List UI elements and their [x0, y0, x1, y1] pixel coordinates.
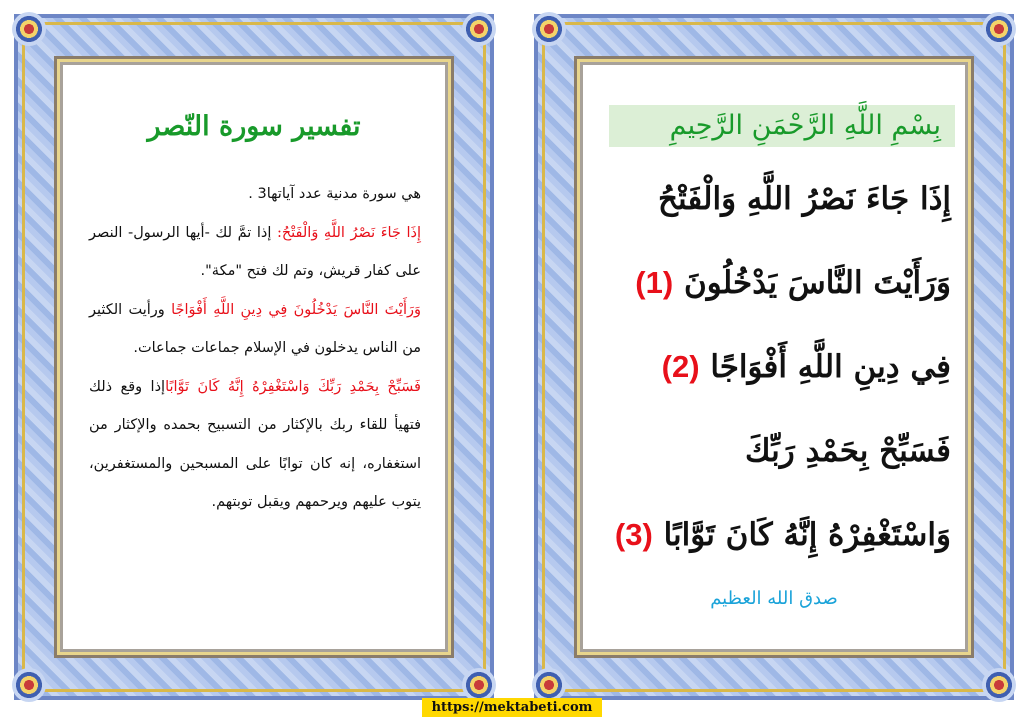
- tafsir-body: [89, 175, 421, 522]
- verses: [591, 157, 951, 577]
- verse-text-5: وَاسْتَغْفِرْهُ إِنَّهُ كَانَ تَوَّابًا: [663, 517, 951, 553]
- tafsir-text-1: إذا تمَّ لك -أيها الرسول- النصر على كفار قريش، وتم لك فتح "مكة".: [89, 224, 421, 279]
- verse-line-2: [591, 241, 951, 325]
- footer: [0, 696, 1024, 717]
- tafsir-verse-3: فَسَبِّحْ بِحَمْدِ رَبِّكَ وَاسْتَغْفِرْهُ إِنَّهُ كَانَ تَوَّابًا: [165, 378, 421, 395]
- surah-page: [534, 14, 1014, 700]
- verse-line-5: [591, 493, 951, 577]
- ornament-icon: [12, 12, 46, 46]
- verse-number-3: (3): [614, 517, 653, 552]
- verse-number-1: (1): [635, 265, 674, 300]
- verse-number-2: (2): [661, 349, 700, 384]
- closing-phrase: صدق الله العظيم: [710, 588, 838, 609]
- tafsir-title: تفسير سورة النّصر: [147, 111, 361, 142]
- basmala: بِسْمِ اللَّهِ الرَّحْمَنِ الرَّحِيمِ: [609, 105, 955, 147]
- tafsir-paragraph-3: [89, 368, 421, 522]
- tafsir-intro: هي سورة مدنية عدد آياتها3 .: [248, 186, 421, 202]
- tafsir-paragraph-2: [89, 291, 421, 368]
- website-link[interactable]: https://mektabeti.com: [422, 698, 603, 717]
- tafsir-verse-2: وَرَأَيْتَ النَّاسَ يَدْخُلُونَ فِي دِينِ اللَّهِ أَفْوَاجًا: [171, 301, 421, 318]
- verse-line-3: [591, 325, 951, 409]
- tafsir-paragraph-1: [89, 214, 421, 291]
- verse-text-2: وَرَأَيْتَ النَّاسَ يَدْخُلُونَ: [683, 265, 951, 301]
- ornament-icon: [532, 12, 566, 46]
- verse-line-1: إِذَا جَاءَ نَصْرُ اللَّهِ وَالْفَتْحُ: [657, 181, 951, 217]
- tafsir-verse-1: إِذَا جَاءَ نَصْرُ اللَّهِ وَالْفَتْحُ:: [276, 224, 421, 241]
- tafsir-text-2: ورأيت الكثير من الناس يدخلون في الإسلام جماعات جماعات.: [89, 301, 421, 356]
- tafsir-text-3: إذا وقع ذلك فتهيأ للقاء ربك بالإكثار من التسبيح بحمده والإكثار من استغفاره، إنه كان توابًا على المسبحين والمستغفرين، يتوب عليهم ويرحمهم ويقبل توبتهم.: [89, 378, 421, 510]
- tafsir-content: [60, 62, 448, 652]
- ornament-icon: [462, 12, 496, 46]
- tafsir-page: [14, 14, 494, 700]
- verse-line-4: فَسَبِّحْ بِحَمْدِ رَبِّكَ: [745, 433, 951, 469]
- ornament-icon: [982, 12, 1016, 46]
- verse-text-3: فِي دِينِ اللَّهِ أَفْوَاجًا: [710, 349, 951, 385]
- surah-content: [580, 62, 968, 652]
